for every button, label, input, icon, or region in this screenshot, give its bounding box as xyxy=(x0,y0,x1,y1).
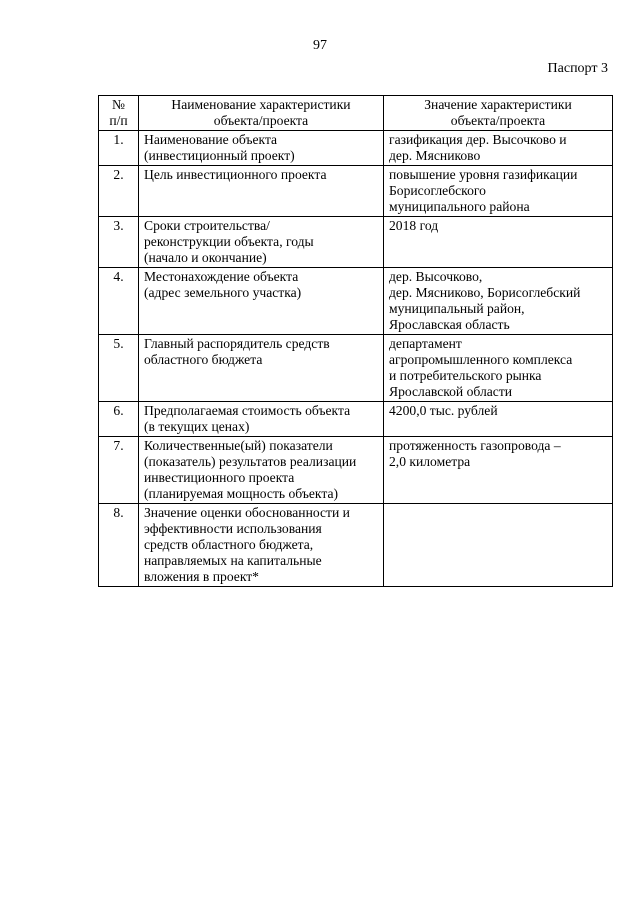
characteristic-value-line: 2,0 километра xyxy=(389,454,471,469)
characteristic-value-cell xyxy=(384,268,613,335)
header-line: объекта/проекта xyxy=(450,113,546,128)
row-number: 4. xyxy=(113,269,124,284)
characteristic-value-line: агропромышленного комплекса xyxy=(389,352,573,367)
characteristic-value-cell xyxy=(384,437,613,504)
characteristic-name-line: Предполагаемая стоимость объекта xyxy=(144,403,351,418)
characteristic-name-line: Сроки строительства/ xyxy=(144,218,270,233)
row-number: 8. xyxy=(113,505,124,520)
row-number-cell xyxy=(99,504,139,587)
characteristic-value-line: департамент xyxy=(389,336,462,351)
characteristic-name-line: (показатель) результатов реализации xyxy=(144,454,357,469)
characteristic-value-line: дер. Мясниково xyxy=(389,148,481,163)
characteristic-name-line: средств областного бюджета, xyxy=(144,537,314,552)
table-body xyxy=(99,131,613,587)
characteristic-value-line: Ярославская область xyxy=(389,317,510,332)
characteristic-value-cell xyxy=(384,402,613,437)
characteristic-value-cell xyxy=(384,335,613,402)
characteristic-value-line: дер. Высочково, xyxy=(389,269,483,284)
row-number: 7. xyxy=(113,438,124,453)
characteristic-name-line: Местонахождение объекта xyxy=(144,269,299,284)
characteristic-name-cell xyxy=(139,335,384,402)
characteristic-name-cell xyxy=(139,268,384,335)
characteristic-value-cell xyxy=(384,131,613,166)
characteristic-name-cell xyxy=(139,402,384,437)
characteristic-value-line: муниципальный район, xyxy=(389,301,525,316)
characteristic-value-line: дер. Мясниково, Борисоглебский xyxy=(389,285,581,300)
characteristic-name-line: Значение оценки обоснованности и xyxy=(144,505,350,520)
header-name xyxy=(139,96,384,131)
characteristic-value-line: 4200,0 тыс. рублей xyxy=(389,403,498,418)
characteristic-name-line: Главный распорядитель средств xyxy=(144,336,330,351)
row-number: 3. xyxy=(113,218,124,233)
row-number-cell xyxy=(99,166,139,217)
table-row xyxy=(99,166,613,217)
characteristic-name-line: реконструкции объекта, годы xyxy=(144,234,314,249)
table-row xyxy=(99,402,613,437)
characteristic-name-line: Наименование объекта xyxy=(144,132,278,147)
page-number: 97 xyxy=(313,38,327,53)
characteristic-value-line: повышение уровня газификации xyxy=(389,167,578,182)
characteristic-value-cell xyxy=(384,504,613,587)
header-line: п/п xyxy=(109,113,128,128)
table-row xyxy=(99,437,613,504)
table-header-row xyxy=(99,96,613,131)
characteristic-name-line: эффективности использования xyxy=(144,521,322,536)
row-number-cell xyxy=(99,437,139,504)
characteristic-name-line: инвестиционного проекта xyxy=(144,470,295,485)
characteristic-value-line: 2018 год xyxy=(389,218,439,233)
characteristic-name-cell xyxy=(139,504,384,587)
header-line: № xyxy=(112,97,125,112)
characteristic-value-line: Ярославской области xyxy=(389,384,513,399)
characteristic-name-line: областного бюджета xyxy=(144,352,263,367)
characteristic-value-line: Борисоглебского xyxy=(389,183,486,198)
row-number-cell xyxy=(99,402,139,437)
characteristic-name-line: (инвестиционный проект) xyxy=(144,148,295,163)
characteristic-name-line: Цель инвестиционного проекта xyxy=(144,167,327,182)
header-line: объекта/проекта xyxy=(213,113,309,128)
table-row xyxy=(99,504,613,587)
table-row xyxy=(99,268,613,335)
row-number: 6. xyxy=(113,403,124,418)
characteristic-name-cell xyxy=(139,217,384,268)
characteristic-value-line: и потребительского рынка xyxy=(389,368,542,383)
row-number-cell xyxy=(99,217,139,268)
row-number-cell xyxy=(99,335,139,402)
characteristic-name-cell xyxy=(139,437,384,504)
characteristic-name-line: (планируемая мощность объекта) xyxy=(144,486,339,501)
table-row xyxy=(99,335,613,402)
row-number-cell xyxy=(99,131,139,166)
characteristic-name-line: (в текущих ценах) xyxy=(144,419,250,434)
characteristic-name-cell xyxy=(139,131,384,166)
table-row xyxy=(99,131,613,166)
row-number: 1. xyxy=(113,132,124,147)
header-value xyxy=(384,96,613,131)
characteristic-value-cell xyxy=(384,166,613,217)
characteristic-value-line: газификация дер. Высочково и xyxy=(389,132,567,147)
passport-table xyxy=(98,95,613,587)
characteristic-name-line: Количественные(ый) показатели xyxy=(144,438,333,453)
characteristic-name-line: (начало и окончание) xyxy=(144,250,267,265)
row-number-cell xyxy=(99,268,139,335)
row-number: 5. xyxy=(113,336,124,351)
characteristic-name-cell xyxy=(139,166,384,217)
header-line: Значение характеристики xyxy=(424,97,572,112)
characteristic-name-line: направляемых на капитальные xyxy=(144,553,322,568)
characteristic-value-line: муниципального района xyxy=(389,199,530,214)
characteristic-name-line: вложения в проект* xyxy=(144,569,259,584)
characteristic-name-line: (адрес земельного участка) xyxy=(144,285,302,300)
header-line: Наименование характеристики xyxy=(171,97,351,112)
characteristic-value-cell xyxy=(384,217,613,268)
header-number xyxy=(99,96,139,131)
characteristic-value-line: протяженность газопровода – xyxy=(389,438,561,453)
passport-label: Паспорт 3 xyxy=(547,61,608,76)
table-row xyxy=(99,217,613,268)
row-number: 2. xyxy=(113,167,124,182)
